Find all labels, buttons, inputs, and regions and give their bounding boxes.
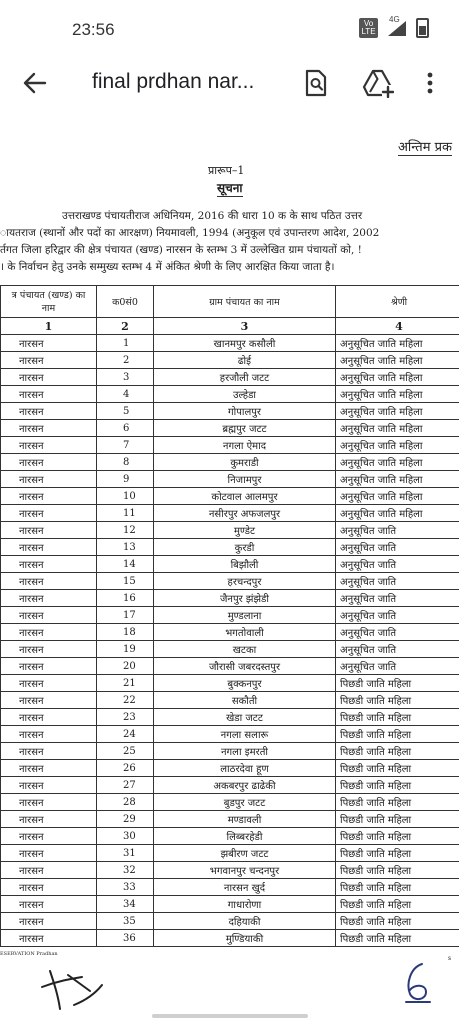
table-row — [1, 505, 459, 522]
cell-serial: 19 — [97, 641, 154, 658]
table-row — [1, 862, 459, 879]
table-header-row — [1, 286, 459, 318]
cell-serial: 18 — [97, 624, 154, 641]
cell-block-name: नारसन — [1, 641, 97, 658]
cell-block-name: नारसन — [1, 590, 97, 607]
cell-serial: 9 — [97, 471, 154, 488]
document-title: final prdhan nar... — [92, 70, 255, 93]
cell-village-name: बिझौली — [154, 556, 336, 573]
table-row — [1, 896, 459, 913]
cell-block-name: नारसन — [1, 658, 97, 675]
cell-village-name: जैनपुर झंझेडी — [154, 590, 336, 607]
cell-category: पिछडी जाति महिला — [336, 692, 459, 709]
cell-block-name: नारसन — [1, 437, 97, 454]
reservation-table — [0, 285, 459, 947]
cell-village-name: नगला ऐमाद — [154, 437, 336, 454]
header-serial: क0सं0 — [97, 286, 154, 318]
table-row — [1, 454, 459, 471]
table-row — [1, 658, 459, 675]
cell-serial: 32 — [97, 862, 154, 879]
cell-block-name: नारसन — [1, 505, 97, 522]
cell-block-name: नारसन — [1, 403, 97, 420]
signature-right — [400, 960, 434, 1010]
cell-block-name: नारसन — [1, 862, 97, 879]
cell-category: अनुसूचित जाति — [336, 641, 459, 658]
column-number: 1 — [1, 318, 97, 335]
table-row — [1, 692, 459, 709]
cell-serial: 10 — [97, 488, 154, 505]
cell-category: अनुसूचित जाति महिला — [336, 369, 459, 386]
cell-block-name: नारसन — [1, 743, 97, 760]
table-row — [1, 828, 459, 845]
table-row — [1, 913, 459, 930]
cell-block-name: नारसन — [1, 471, 97, 488]
cell-village-name: नसीरपुर अफजलपुर — [154, 505, 336, 522]
table-row — [1, 811, 459, 828]
cell-category: अनुसूचित जाति महिला — [336, 335, 459, 352]
cell-serial: 4 — [97, 386, 154, 403]
cell-block-name: नारसन — [1, 573, 97, 590]
column-number: 4 — [336, 318, 459, 335]
cell-category: अनुसूचित जाति — [336, 607, 459, 624]
status-time: 23:56 — [72, 20, 115, 39]
header-category: श्रेणी — [336, 286, 459, 318]
cell-serial: 28 — [97, 794, 154, 811]
cell-block-name: नारसन — [1, 488, 97, 505]
cell-serial: 36 — [97, 930, 154, 947]
cell-category: पिछडी जाति महिला — [336, 675, 459, 692]
cell-block-name: नारसन — [1, 386, 97, 403]
pdf-page[interactable] — [0, 117, 459, 1012]
cell-block-name: नारसन — [1, 556, 97, 573]
table-row — [1, 386, 459, 403]
table-row — [1, 420, 459, 437]
drive-add-icon — [362, 68, 394, 98]
cell-serial: 24 — [97, 726, 154, 743]
cell-category: पिछडी जाति महिला — [336, 726, 459, 743]
table-row — [1, 471, 459, 488]
cell-village-name: भगवानपुर चन्दनपुर — [154, 862, 336, 879]
cell-village-name: जौरासी जबरदस्तपुर — [154, 658, 336, 675]
table-row — [1, 879, 459, 896]
column-number: 3 — [154, 318, 336, 335]
cell-serial: 17 — [97, 607, 154, 624]
cell-block-name: नारसन — [1, 845, 97, 862]
cell-village-name: सकौती — [154, 692, 336, 709]
cell-block-name: नारसन — [1, 335, 97, 352]
cell-serial: 14 — [97, 556, 154, 573]
cell-block-name: नारसन — [1, 930, 97, 947]
cell-village-name: मुण्डलाना — [154, 607, 336, 624]
cell-block-name: नारसन — [1, 726, 97, 743]
table-row — [1, 437, 459, 454]
table-row — [1, 726, 459, 743]
cell-serial: 34 — [97, 896, 154, 913]
cell-block-name: नारसन — [1, 913, 97, 930]
table-row — [1, 709, 459, 726]
cell-village-name: मुण्डियाकी — [154, 930, 336, 947]
cell-village-name: लिब्बरहेडी — [154, 828, 336, 845]
cell-serial: 30 — [97, 828, 154, 845]
cell-village-name: भगतोवाली — [154, 624, 336, 641]
cell-village-name: खटका — [154, 641, 336, 658]
table-row — [1, 760, 459, 777]
cell-village-name: झबीरण जटट — [154, 845, 336, 862]
cell-village-name: ब्रह्मपुर जटट — [154, 420, 336, 437]
cell-serial: 13 — [97, 539, 154, 556]
cell-village-name: खानमपुर कसौली — [154, 335, 336, 352]
cell-serial: 29 — [97, 811, 154, 828]
cell-serial: 25 — [97, 743, 154, 760]
table-row — [1, 777, 459, 794]
cell-serial: 22 — [97, 692, 154, 709]
cell-village-name: गोपालपुर — [154, 403, 336, 420]
table-row — [1, 488, 459, 505]
cell-block-name: नारसन — [1, 760, 97, 777]
cell-category: अनुसूचित जाति महिला — [336, 403, 459, 420]
cell-block-name: नारसन — [1, 879, 97, 896]
cell-category: अनुसूचित जाति — [336, 522, 459, 539]
more-vert-icon — [420, 68, 440, 98]
cell-serial: 27 — [97, 777, 154, 794]
cell-village-name: हरजौली जटट — [154, 369, 336, 386]
cell-village-name: नारसन खुर्द — [154, 879, 336, 896]
find-in-page-button[interactable] — [302, 68, 330, 98]
notice-title: सूचना — [217, 181, 243, 195]
cell-category: पिछडी जाति महिला — [336, 930, 459, 947]
cell-block-name: नारसन — [1, 607, 97, 624]
cell-block-name: नारसन — [1, 675, 97, 692]
cell-category: अनुसूचित जाति महिला — [336, 488, 459, 505]
table-row — [1, 539, 459, 556]
cell-village-name: उल्हेडा — [154, 386, 336, 403]
cell-category: अनुसूचित जाति — [336, 539, 459, 556]
cell-category: पिछडी जाति महिला — [336, 794, 459, 811]
cell-serial: 5 — [97, 403, 154, 420]
cell-category: पिछडी जाति महिला — [336, 845, 459, 862]
cell-category: पिछडी जाति महिला — [336, 879, 459, 896]
cell-serial: 11 — [97, 505, 154, 522]
cell-village-name: ढोई — [154, 352, 336, 369]
cell-serial: 8 — [97, 454, 154, 471]
find-in-page-icon — [302, 68, 330, 98]
more-options-button[interactable] — [420, 68, 440, 98]
header-village: ग्राम पंचायत का नाम — [154, 286, 336, 318]
cell-serial: 7 — [97, 437, 154, 454]
cell-category: अनुसूचित जाति महिला — [336, 454, 459, 471]
cell-village-name: नगला इमरती — [154, 743, 336, 760]
cell-category: अनुसूचित जाति — [336, 658, 459, 675]
cell-serial: 2 — [97, 352, 154, 369]
cell-village-name: गाधारोणा — [154, 896, 336, 913]
cell-serial: 20 — [97, 658, 154, 675]
cell-serial: 23 — [97, 709, 154, 726]
cell-block-name: नारसन — [1, 896, 97, 913]
cell-serial: 15 — [97, 573, 154, 590]
gesture-nav-bar[interactable] — [152, 1014, 308, 1018]
table-row — [1, 403, 459, 420]
table-row — [1, 573, 459, 590]
cell-category: अनुसूचित जाति महिला — [336, 505, 459, 522]
cell-block-name: नारसन — [1, 454, 97, 471]
column-number-row — [1, 318, 459, 335]
table-row — [1, 641, 459, 658]
cell-serial: 1 — [97, 335, 154, 352]
cell-serial: 6 — [97, 420, 154, 437]
cell-category: अनुसूचित जाति — [336, 556, 459, 573]
cell-village-name: बुडपुर जटट — [154, 794, 336, 811]
cell-serial: 35 — [97, 913, 154, 930]
paragraph-line: उत्तराखण्ड पंचायतीराज अधिनियम, 2016 की धारा 10 क के साथ पठित उत्तर — [62, 210, 363, 222]
cell-category: अनुसूचित जाति महिला — [336, 420, 459, 437]
column-number: 2 — [97, 318, 154, 335]
cell-serial: 21 — [97, 675, 154, 692]
signature-left — [38, 965, 108, 1012]
cell-category: पिछडी जाति महिला — [336, 913, 459, 930]
cell-category: पिछडी जाति महिला — [336, 709, 459, 726]
status-bar — [0, 0, 459, 60]
table-body — [1, 335, 459, 947]
cell-village-name: नगला सलारू — [154, 726, 336, 743]
table-row — [1, 522, 459, 539]
cell-village-name: कोटवाल आलमपुर — [154, 488, 336, 505]
cell-block-name: नारसन — [1, 539, 97, 556]
add-to-drive-button[interactable] — [362, 68, 394, 98]
cell-category: पिछडी जाति महिला — [336, 760, 459, 777]
cell-category: अनुसूचित जाति महिला — [336, 471, 459, 488]
cell-category: पिछडी जाति महिला — [336, 743, 459, 760]
cell-village-name: दहियाकी — [154, 913, 336, 930]
cell-village-name: हरचन्दपुर — [154, 573, 336, 590]
cell-block-name: नारसन — [1, 420, 97, 437]
network-type-label: 4G — [389, 15, 400, 24]
table-row — [1, 607, 459, 624]
cell-category: पिछडी जाति महिला — [336, 828, 459, 845]
volte-icon: Vo LTE — [359, 18, 378, 38]
cell-village-name: लाठरदेवा हूण — [154, 760, 336, 777]
arrow-back-icon — [20, 68, 50, 98]
cell-category: अनुसूचित जाति महिला — [336, 437, 459, 454]
cell-block-name: नारसन — [1, 777, 97, 794]
cell-category: पिछडी जाति महिला — [336, 862, 459, 879]
cell-serial: 31 — [97, 845, 154, 862]
cell-village-name: कुरडी — [154, 539, 336, 556]
table-row — [1, 556, 459, 573]
cell-block-name: नारसन — [1, 352, 97, 369]
cell-block-name: नारसन — [1, 794, 97, 811]
cell-category: अनुसूचित जाति महिला — [336, 386, 459, 403]
final-heading: अन्तिम प्रक — [398, 137, 452, 156]
cell-village-name: मुण्डेट — [154, 522, 336, 539]
back-button[interactable] — [20, 68, 50, 98]
cell-village-name: मण्डावली — [154, 811, 336, 828]
cell-category: पिछडी जाति महिला — [336, 811, 459, 828]
cell-block-name: नारसन — [1, 828, 97, 845]
cell-village-name: अकबरपुर ढाढेकी — [154, 777, 336, 794]
cell-serial: 3 — [97, 369, 154, 386]
cell-block-name: नारसन — [1, 811, 97, 828]
cell-village-name: कुमराडी — [154, 454, 336, 471]
draft-number: प्रारूप–1 — [208, 164, 245, 177]
table-row — [1, 369, 459, 386]
table-row — [1, 590, 459, 607]
cell-block-name: नारसन — [1, 692, 97, 709]
cell-block-name: नारसन — [1, 522, 97, 539]
cell-block-name: नारसन — [1, 624, 97, 641]
cell-village-name: निजामपुर — [154, 471, 336, 488]
table-row — [1, 675, 459, 692]
cell-block-name: नारसन — [1, 709, 97, 726]
signal-icon — [386, 15, 408, 37]
table-row — [1, 624, 459, 641]
cell-village-name: खेडा जटट — [154, 709, 336, 726]
table-row — [1, 335, 459, 352]
table-row — [1, 845, 459, 862]
page-mark: s — [448, 955, 452, 962]
footer-text: ESERVATION Pradhan — [0, 951, 58, 957]
cell-category: अनुसूचित जाति — [336, 573, 459, 590]
paragraph-line: ायतराज (स्थानों और पदों का आरक्षण) नियमावली, 1994 (अनुकूल एवं उपान्तरण आदेश, 2002 — [0, 227, 380, 239]
app-bar — [0, 60, 459, 106]
table-row — [1, 794, 459, 811]
cell-serial: 33 — [97, 879, 154, 896]
table-row — [1, 930, 459, 947]
paragraph-line: र्तगत जिला हरिद्वार की क्षेत्र पंचायत (खण्ड) नारसन के स्तम्भ 3 में उल्लेखित ग्राम पंचायतों को, ! — [0, 244, 362, 256]
cell-category: पिछडी जाति महिला — [336, 896, 459, 913]
status-icons — [359, 15, 429, 38]
table-row — [1, 352, 459, 369]
cell-serial: 12 — [97, 522, 154, 539]
battery-icon — [416, 18, 429, 38]
cell-serial: 16 — [97, 590, 154, 607]
cell-village-name: बुक्कनपुर — [154, 675, 336, 692]
cell-block-name: नारसन — [1, 369, 97, 386]
cell-category: अनुसूचित जाति — [336, 624, 459, 641]
paragraph-line: । के निर्वाचन हेतु उनके सम्मुख्य स्तम्भ 4 में अंकित श्रेणी के लिए आरक्षित किया जाता है। — [0, 261, 335, 273]
cell-category: अनुसूचित जाति महिला — [336, 352, 459, 369]
header-block-name: त्र पंचायत (खण्ड) का नाम — [1, 286, 97, 318]
cell-category: अनुसूचित जाति — [336, 590, 459, 607]
table-row — [1, 743, 459, 760]
cell-category: पिछडी जाति महिला — [336, 777, 459, 794]
cell-serial: 26 — [97, 760, 154, 777]
